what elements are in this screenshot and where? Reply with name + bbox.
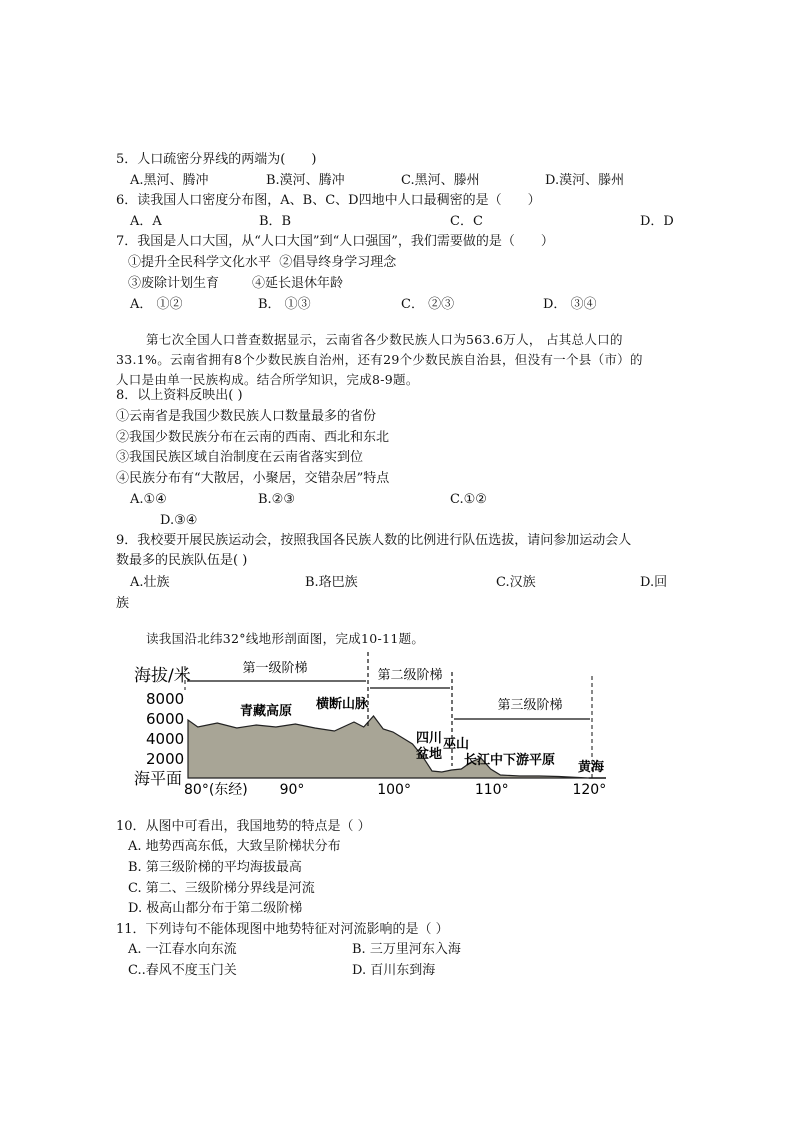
place-wushan: 巫山 [443,737,470,752]
place-sichuan: 四川 [416,731,443,746]
q7-stem: 7．我国是人口大国，从“人口大国”到“人口强国”，我们需要做的是（ ） [116,234,554,249]
q11-option-a[interactable]: A. 一江春水向东流 [128,942,237,957]
q6-option-d[interactable]: D．D [640,214,674,229]
q8-statement-1: ①云南省是我国少数民族人口数量最多的省份 [116,409,377,424]
step2-label: 第二级阶梯 [377,668,443,683]
q9-option-d[interactable]: D.回 [640,575,668,590]
q6-stem: 6．读我国人口密度分布图，A、B、C、D四地中人口最稠密的是（ ） [116,193,541,208]
q8-stem: 8．以上资料反映出( ) [116,388,243,403]
q9-stem-line-1: 9．我校要开展民族运动会，按照我国各民族人数的比例进行队伍选拔，请问参加运动会人 [116,533,632,548]
q6-option-a[interactable]: A．A [130,214,162,229]
q7-option-c[interactable]: C． ②③ [401,297,455,312]
q5-option-b[interactable]: B.漠河、腾冲 [266,173,345,188]
passage1-line-1: 第七次全国人口普查数据显示，云南省各少数民族人口为563.6万人， 占其总人口的 [146,332,623,347]
x-tick-110: 110° [474,782,509,798]
q11-option-d[interactable]: D. 百川东到海 [352,963,436,978]
q5-option-d[interactable]: D.漠河、滕州 [545,173,625,188]
q9-option-c[interactable]: C.汉族 [496,575,536,590]
q7-option-a[interactable]: A． ①② [130,297,183,312]
q8-option-d[interactable]: D.③④ [160,513,198,528]
x-tick-100: 100° [377,782,411,798]
q5-option-c[interactable]: C.黑河、滕州 [401,173,480,188]
q9-stem-line-2: 数最多的民族队伍是( ) [116,553,248,568]
y-tick-6000: 6000 [146,710,185,728]
passage2-text: 读我国沿北纬32°线地形剖面图，完成10-11题。 [146,631,425,646]
q10-stem: 10．从图中可看出，我国地势的特点是（ ） [116,819,371,834]
q5-stem: 5．人口疏密分界线的两端为( ) [116,152,317,167]
q5-option-a[interactable]: A.黑河、腾冲 [130,173,209,188]
q10-option-d[interactable]: D. 极高山都分布于第二级阶梯 [128,901,303,916]
y-tick-4000: 4000 [146,730,185,748]
q9-option-a[interactable]: A.壮族 [130,575,170,590]
place-basin: 盆地 [416,747,443,762]
y-axis-label: 海拔/米 [134,666,191,686]
sea-level-label: 海平面 [134,769,183,788]
q7-statement-line-1: ①提升全民科学文化水平 ②倡导终身学习理念 [128,255,397,270]
q8-option-c[interactable]: C.①② [450,492,487,507]
q8-statement-2: ②我国少数民族分布在云南的西南、西北和东北 [116,430,390,445]
place-hengduan-mountains: 横断山脉 [316,697,369,712]
step1-label: 第一级阶梯 [242,661,308,676]
q11-stem: 11．下列诗句不能体现图中地势特征对河流影响的是（ ） [116,922,449,937]
x-tick-80: 80°(东经) [184,782,248,798]
q8-option-b[interactable]: B.②③ [258,492,295,507]
q8-option-a[interactable]: A.①④ [130,492,167,507]
y-tick-8000: 8000 [146,690,185,708]
x-tick-90: 90° [279,782,305,798]
passage1-line-3: 人口是由单一民族构成。结合所学知识，完成8-9题。 [116,372,419,387]
q7-option-d[interactable]: D． ③④ [543,297,597,312]
place-yellow-sea: 黄海 [578,760,605,775]
q9-option-b[interactable]: B.珞巴族 [305,575,358,590]
q10-option-a[interactable]: A. 地势西高东低，大致呈阶梯状分布 [128,839,341,854]
terrain-area [188,716,588,778]
q7-option-b[interactable]: B． ①③ [258,297,311,312]
q9-option-d-wrap: 族 [116,596,130,611]
q6-option-b[interactable]: B．B [259,214,292,229]
q6-option-c[interactable]: C．C [450,214,483,229]
q11-option-b[interactable]: B. 三万里河东入海 [352,942,461,957]
q8-statement-4: ④民族分布有“大散居，小聚居，交错杂居”特点 [116,471,390,486]
q10-option-c[interactable]: C. 第二、三级阶梯分界线是河流 [128,881,315,896]
terrain-profile-figure [130,648,610,804]
passage1-line-2: 33.1%。云南省拥有8个少数民族自治州，还有29个少数民族自治县，但没有一个县（市）的 [116,352,643,367]
y-tick-2000: 2000 [146,750,185,768]
q10-option-b[interactable]: B. 第三级阶梯的平均海拔最高 [128,860,302,875]
q11-option-c[interactable]: C..春风不度玉门关 [128,963,237,978]
x-tick-120: 120° [572,782,607,798]
place-yangtze-plain: 长江中下游平原 [464,753,556,768]
step3-label: 第三级阶梯 [497,698,563,713]
place-qinghai-tibet-plateau: 青藏高原 [240,704,293,719]
q7-statement-line-2: ③废除计划生育 ④延长退休年龄 [128,276,344,291]
q8-statement-3: ③我国民族区域自治制度在云南省落实到位 [116,450,364,465]
